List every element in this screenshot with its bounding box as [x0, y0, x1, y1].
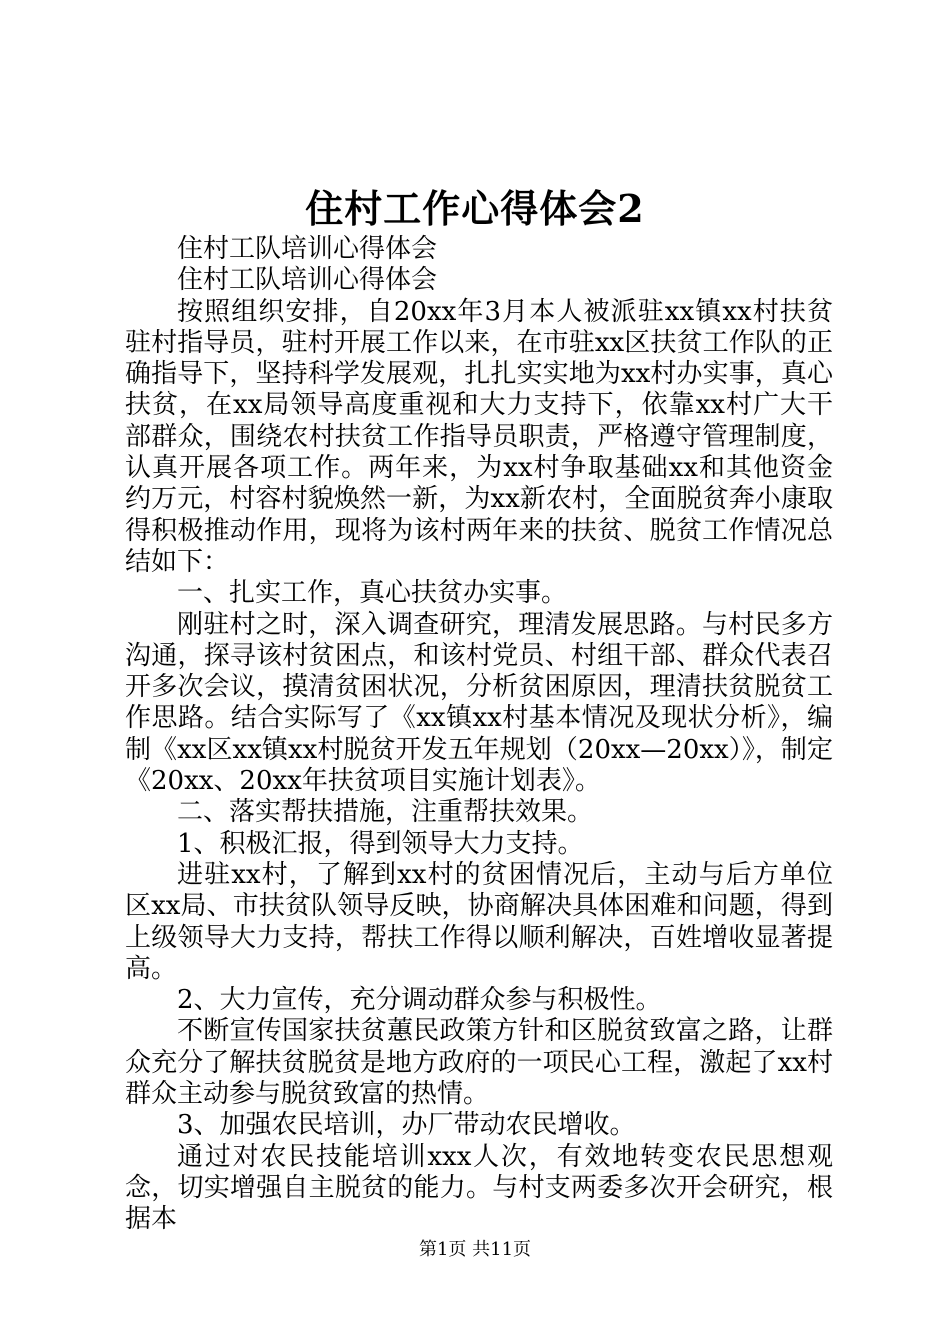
paragraph-publicity: 不断宣传国家扶贫蕙民政策方针和区脱贫致富之路，让群众充分了解扶贫脱贫是地方政府的一项民心工程，激起了xx村群众主动参与脱贫致富的热情。	[125, 1016, 833, 1110]
document-body	[125, 234, 833, 1236]
document-title: 住村工作心得体会2	[305, 186, 645, 231]
page-footer: 第1页 共11页	[418, 1239, 532, 1260]
paragraph-report: 进驻xx村，了解到xx村的贫困情况后，主动与后方单位区xx局、市扶贫队领导反映，协商解决具体困难和问题，得到上级领导大力支持，帮扶工作得以顺利解决，百姓增收显著提高。	[125, 859, 833, 984]
section-heading-1: 一、扎实工作，真心扶贫办实事。	[177, 578, 568, 609]
subheading-1: 1、积极汇报，得到领导大力支持。	[177, 828, 584, 859]
paragraph-subtitle-1: 住村工队培训心得体会	[177, 234, 438, 264]
paragraph-training: 通过对农民技能培训xxx人次，有效地转变农民思想观念，切实增强自主脱贫的能力。与村支两委多次开会研究，根据本	[125, 1141, 833, 1235]
paragraph-subtitle-2: 住村工队培训心得体会	[177, 265, 438, 296]
paragraph-intro: 按照组织安排，自20xx年3月本人被派驻xx镇xx村扶贫驻村指导员，驻村开展工作以来，在市驻xx区扶贫工作队的正确指导下，坚持科学发展观，扎扎实实地为xx村办实事，真心扶贫，在xx局领导高度重视和大力支持下，依靠xx村广大干部群众，围绕农村扶贫工作指导员职责，严格遵守管理制度，认真开展各项工作。两年来，为xx村争取基础xx和其他资金约万元，村容村貌焕然一新，为xx新农村，全面脱贫奔小康取得积极推动作用，现将为该村两年来的扶贫、脱贫工作情况总结如下：	[125, 296, 833, 577]
subheading-2: 2、大力宣传，充分调动群众参与积极性。	[177, 985, 662, 1016]
paragraph-research: 刚驻村之时，深入调查研究，理清发展思路。与村民多方沟通，探寻该村贫困点，和该村党员、村组干部、群众代表召开多次会议，摸清贫困状况，分析贫困原因，理清扶贫脱贫工作思路。结合实际写了《xx镇xx村基本情况及现状分析》，编制《xx区xx镇xx村脱贫开发五年规划（20xx—20xx）》，制定《20xx、20xx年扶贫项目实施计划表》。	[125, 609, 833, 797]
subheading-3: 3、加强农民培训，办厂带动农民增收。	[177, 1110, 636, 1141]
section-heading-2: 二、落实帮扶措施，注重帮扶效果。	[177, 797, 594, 828]
